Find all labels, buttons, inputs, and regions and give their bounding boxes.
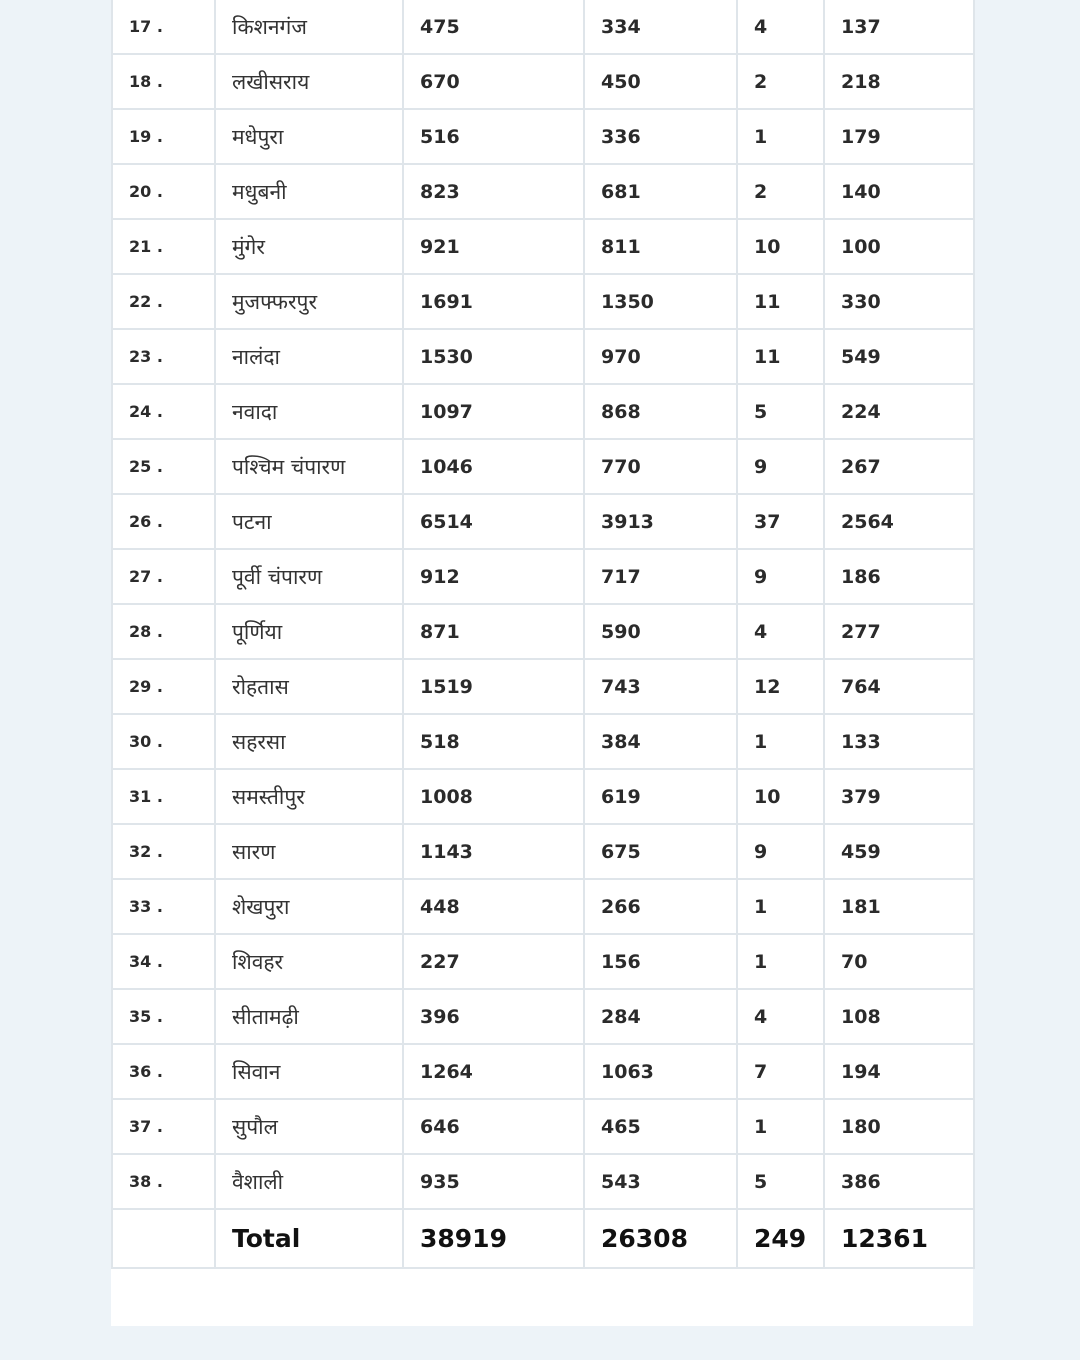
district-name-cell: सहरसा [215,714,403,769]
total-col-2: 26308 [584,1209,737,1268]
value-col-3-cell: 4 [737,0,824,54]
value-col-3-cell: 9 [737,824,824,879]
district-name-cell: पश्चिम चंपारण [215,439,403,494]
value-col-2-cell: 1350 [584,274,737,329]
district-name-cell: वैशाली [215,1154,403,1209]
value-col-2-cell: 681 [584,164,737,219]
district-name-cell: पटना [215,494,403,549]
value-col-4-cell: 224 [824,384,974,439]
value-col-3-cell: 5 [737,384,824,439]
table-row [112,1044,974,1099]
value-col-1-cell: 1519 [403,659,584,714]
value-col-4-cell: 100 [824,219,974,274]
serial-number-cell: 35 . [112,989,215,1044]
district-name-cell: रोहतास [215,659,403,714]
value-col-3-cell: 1 [737,109,824,164]
value-col-2-cell: 970 [584,329,737,384]
value-col-2-cell: 770 [584,439,737,494]
value-col-1-cell: 1097 [403,384,584,439]
district-name-cell: किशनगंज [215,0,403,54]
table-row [112,934,974,989]
value-col-1-cell: 518 [403,714,584,769]
value-col-4-cell: 386 [824,1154,974,1209]
table-row [112,549,974,604]
value-col-1-cell: 871 [403,604,584,659]
district-name-cell: पूर्वी चंपारण [215,549,403,604]
serial-number-cell: 23 . [112,329,215,384]
value-col-4-cell: 181 [824,879,974,934]
value-col-1-cell: 921 [403,219,584,274]
value-col-1-cell: 823 [403,164,584,219]
table-row [112,1154,974,1209]
table-row [112,714,974,769]
total-col-3: 249 [737,1209,824,1268]
total-col-4: 12361 [824,1209,974,1268]
value-col-2-cell: 465 [584,1099,737,1154]
value-col-3-cell: 1 [737,934,824,989]
table-row [112,109,974,164]
district-name-cell: सिवान [215,1044,403,1099]
serial-number-cell: 25 . [112,439,215,494]
value-col-1-cell: 1046 [403,439,584,494]
value-col-1-cell: 396 [403,989,584,1044]
value-col-2-cell: 336 [584,109,737,164]
serial-number-cell: 37 . [112,1099,215,1154]
district-data-table [111,0,975,1269]
district-name-cell: सीतामढ़ी [215,989,403,1044]
value-col-3-cell: 1 [737,879,824,934]
value-col-1-cell: 1143 [403,824,584,879]
serial-number-cell: 28 . [112,604,215,659]
value-col-3-cell: 7 [737,1044,824,1099]
value-col-1-cell: 912 [403,549,584,604]
serial-number-cell: 31 . [112,769,215,824]
serial-number-cell: 20 . [112,164,215,219]
table-row [112,824,974,879]
value-col-4-cell: 267 [824,439,974,494]
serial-number-cell: 27 . [112,549,215,604]
value-col-3-cell: 1 [737,1099,824,1154]
value-col-2-cell: 743 [584,659,737,714]
value-col-1-cell: 227 [403,934,584,989]
total-label: Total [215,1209,403,1268]
total-col-1: 38919 [403,1209,584,1268]
value-col-4-cell: 180 [824,1099,974,1154]
value-col-4-cell: 140 [824,164,974,219]
value-col-2-cell: 717 [584,549,737,604]
value-col-2-cell: 675 [584,824,737,879]
value-col-3-cell: 5 [737,1154,824,1209]
district-name-cell: नालंदा [215,329,403,384]
value-col-4-cell: 330 [824,274,974,329]
serial-number-cell: 30 . [112,714,215,769]
value-col-2-cell: 811 [584,219,737,274]
value-col-2-cell: 619 [584,769,737,824]
serial-number-cell: 33 . [112,879,215,934]
district-name-cell: मुंगेर [215,219,403,274]
serial-number-cell: 29 . [112,659,215,714]
table-row [112,274,974,329]
value-col-2-cell: 334 [584,0,737,54]
value-col-3-cell: 9 [737,439,824,494]
value-col-4-cell: 218 [824,54,974,109]
serial-number-cell: 36 . [112,1044,215,1099]
value-col-4-cell: 549 [824,329,974,384]
table-row [112,604,974,659]
district-name-cell: मधुबनी [215,164,403,219]
serial-number-cell: 34 . [112,934,215,989]
value-col-3-cell: 10 [737,219,824,274]
value-col-2-cell: 266 [584,879,737,934]
value-col-4-cell: 137 [824,0,974,54]
value-col-4-cell: 379 [824,769,974,824]
value-col-1-cell: 6514 [403,494,584,549]
value-col-3-cell: 2 [737,164,824,219]
table-row [112,989,974,1044]
district-name-cell: पूर्णिया [215,604,403,659]
value-col-3-cell: 11 [737,329,824,384]
value-col-2-cell: 1063 [584,1044,737,1099]
value-col-3-cell: 4 [737,604,824,659]
table-row [112,659,974,714]
district-name-cell: शेखपुरा [215,879,403,934]
district-name-cell: समस्तीपुर [215,769,403,824]
value-col-3-cell: 11 [737,274,824,329]
value-col-3-cell: 4 [737,989,824,1044]
table-row [112,769,974,824]
table-row [112,219,974,274]
value-col-2-cell: 450 [584,54,737,109]
table-row [112,54,974,109]
serial-number-cell: 32 . [112,824,215,879]
district-name-cell: मुजफ्फरपुर [215,274,403,329]
serial-number-cell: 18 . [112,54,215,109]
district-name-cell: मधेपुरा [215,109,403,164]
value-col-4-cell: 108 [824,989,974,1044]
serial-number-cell: 19 . [112,109,215,164]
serial-number-cell: 26 . [112,494,215,549]
value-col-4-cell: 764 [824,659,974,714]
district-name-cell: नवादा [215,384,403,439]
table-row [112,384,974,439]
total-serial-cell [112,1209,215,1268]
value-col-4-cell: 179 [824,109,974,164]
district-name-cell: सुपौल [215,1099,403,1154]
serial-number-cell: 22 . [112,274,215,329]
district-name-cell: सारण [215,824,403,879]
value-col-4-cell: 459 [824,824,974,879]
serial-number-cell: 21 . [112,219,215,274]
value-col-1-cell: 670 [403,54,584,109]
value-col-2-cell: 543 [584,1154,737,1209]
district-name-cell: लखीसराय [215,54,403,109]
table-row [112,164,974,219]
value-col-2-cell: 384 [584,714,737,769]
value-col-2-cell: 3913 [584,494,737,549]
serial-number-cell: 38 . [112,1154,215,1209]
value-col-3-cell: 12 [737,659,824,714]
value-col-4-cell: 70 [824,934,974,989]
value-col-2-cell: 284 [584,989,737,1044]
table-row [112,439,974,494]
value-col-2-cell: 156 [584,934,737,989]
value-col-4-cell: 133 [824,714,974,769]
table-row [112,0,974,54]
value-col-3-cell: 37 [737,494,824,549]
value-col-4-cell: 277 [824,604,974,659]
value-col-3-cell: 9 [737,549,824,604]
total-row [112,1209,974,1268]
value-col-1-cell: 448 [403,879,584,934]
value-col-2-cell: 868 [584,384,737,439]
value-col-1-cell: 935 [403,1154,584,1209]
value-col-3-cell: 10 [737,769,824,824]
value-col-3-cell: 1 [737,714,824,769]
serial-number-cell: 17 . [112,0,215,54]
table-row [112,494,974,549]
value-col-1-cell: 1264 [403,1044,584,1099]
value-col-1-cell: 1008 [403,769,584,824]
table-row [112,1099,974,1154]
table-row [112,329,974,384]
value-col-1-cell: 646 [403,1099,584,1154]
table-row [112,879,974,934]
value-col-4-cell: 194 [824,1044,974,1099]
value-col-1-cell: 516 [403,109,584,164]
value-col-1-cell: 1530 [403,329,584,384]
serial-number-cell: 24 . [112,384,215,439]
value-col-4-cell: 2564 [824,494,974,549]
table-body [112,0,974,1268]
district-name-cell: शिवहर [215,934,403,989]
value-col-1-cell: 1691 [403,274,584,329]
value-col-2-cell: 590 [584,604,737,659]
value-col-4-cell: 186 [824,549,974,604]
value-col-1-cell: 475 [403,0,584,54]
value-col-3-cell: 2 [737,54,824,109]
